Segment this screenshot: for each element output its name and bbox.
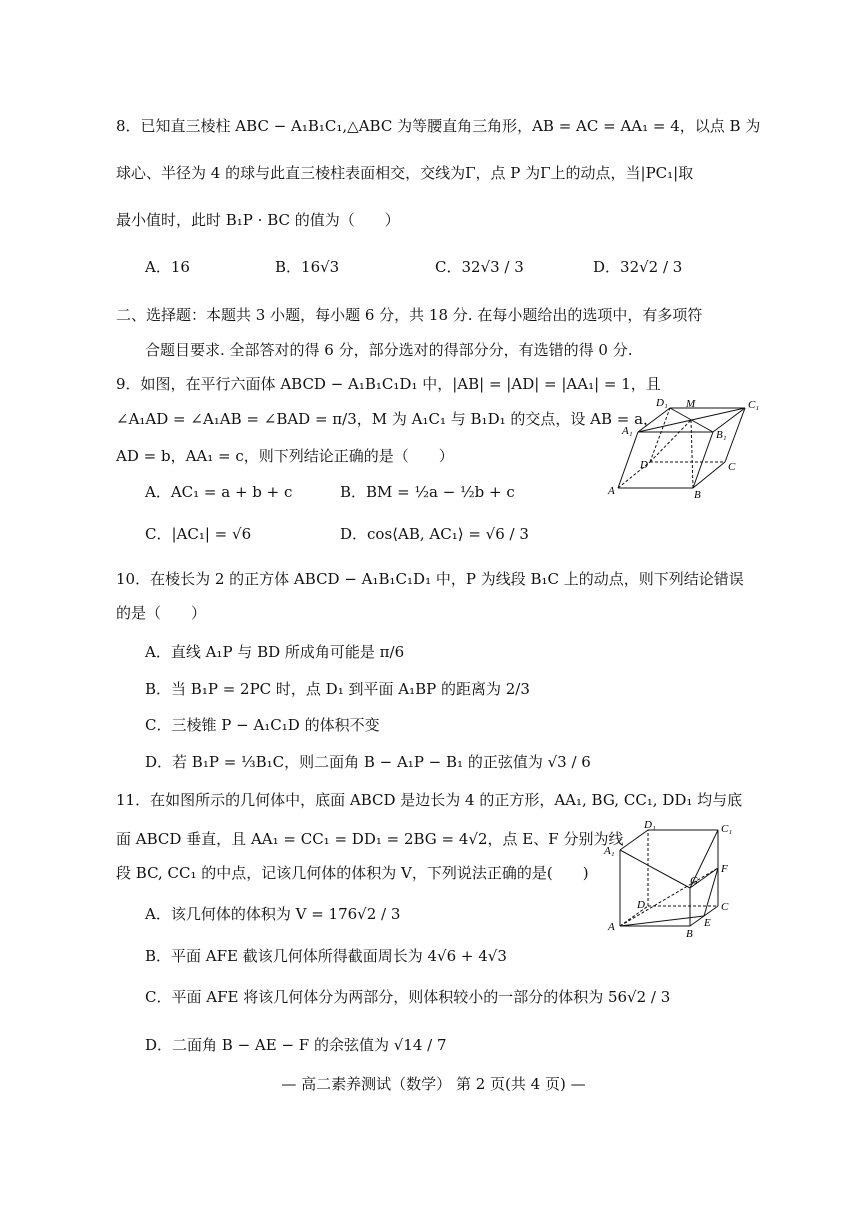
q11-label-b: B: [686, 928, 693, 938]
q11-label-d: D: [637, 899, 645, 911]
page-footer: — 高二素养测试（数学） 第 2 页(共 4 页) —: [281, 1075, 586, 1093]
q9-line1: 9．如图，在平行六面体 ABCD − A₁B₁C₁D₁ 中，|AB| = |AD| = |AA₁| = 1，且: [116, 375, 661, 393]
q10-option-b: B．当 B₁P = 2PC 时，点 D₁ 到平面 A₁BP 的距离为 2/3: [145, 680, 530, 698]
q10-line2: 的是（ ）: [116, 604, 207, 622]
q11-line2: 面 ABCD 垂直，且 AA₁ = CC₁ = DD₁ = 2BG = 4√2，点 E、F 分别为线: [116, 830, 624, 848]
q9-label-c1: C₁: [748, 399, 760, 411]
q9-label-a1: A₁: [622, 425, 633, 437]
q11-line1: 11．在如图所示的几何体中，底面 ABCD 是边长为 4 的正方形，AA₁, BG, CC₁, DD₁ 均与底: [116, 791, 743, 809]
q11-label-c: C: [721, 901, 729, 913]
q11-option-c: C．平面 AFE 将该几何体分为两部分，则体积较小的一部分的体积为 56√2 / 3: [145, 988, 671, 1006]
q9-label-c: C: [728, 461, 736, 473]
q9-option-c: C．|AC₁| = √6: [145, 525, 252, 543]
q11-label-a1: A₁: [604, 845, 615, 857]
q9-label-b1: B₁: [716, 429, 727, 441]
q9-label-a: A: [608, 485, 615, 497]
q8-line3: 最小值时，此时 B₁P · BC 的值为（ ）: [116, 211, 400, 229]
q8-line2: 球心、半径为 4 的球与此直三棱柱表面相交，交线为Γ，点 P 为Γ上的动点，当|PC₁|取: [116, 164, 694, 182]
q8-line1: 8．已知直三棱柱 ABC − A₁B₁C₁,△ABC 为等腰直角三角形，AB = AC = AA₁ = 4，以点 B 为: [116, 117, 761, 135]
q8-option-a: A．16: [145, 258, 190, 276]
q10-option-a: A．直线 A₁P 与 BD 所成角可能是 π/6: [145, 643, 405, 661]
q11-label-a: A: [608, 921, 615, 933]
q9-option-a: A．AC₁ = a + b + c: [145, 483, 293, 501]
q8-option-d: D．32√2 / 3: [593, 258, 683, 276]
q11-label-d1: D₁: [644, 819, 656, 831]
q11-option-d: D．二面角 B − AE − F 的余弦值为 √14 / 7: [145, 1036, 447, 1054]
q10-line1: 10．在棱长为 2 的正方体 ABCD − A₁B₁C₁D₁ 中，P 为线段 B₁C 上的动点，则下列结论错误: [116, 570, 744, 588]
q10-option-d: D．若 B₁P = ⅓B₁C，则二面角 B − A₁P − B₁ 的正弦值为 √3 / 6: [145, 753, 591, 771]
q8-option-c: C．32√3 / 3: [435, 258, 524, 276]
q11-label-e: E: [704, 917, 711, 929]
q9-line2: ∠A₁AD = ∠A₁AB = ∠BAD = π/3，M 为 A₁C₁ 与 B₁D₁ 的交点，设 AB = a，: [116, 410, 659, 428]
q11-label-g: G: [690, 875, 698, 887]
q9-label-d: D: [640, 459, 648, 471]
q9-option-d: D．cos⟨AB, AC₁⟩ = √6 / 3: [340, 525, 529, 543]
q9-label-m: M: [686, 398, 696, 410]
q11-option-a: A．该几何体的体积为 V = 176√2 / 3: [145, 905, 401, 923]
q8-option-b: B．16√3: [275, 258, 340, 276]
q9-line3: AD = b，AA₁ = c，则下列结论正确的是（ ）: [116, 447, 454, 465]
q9-parallelepiped-figure: [600, 398, 770, 507]
q11-option-b: B．平面 AFE 截该几何体所得截面周长为 4√6 + 4√3: [145, 947, 507, 965]
q9-option-b: B．BM = ½a − ½b + c: [340, 483, 515, 501]
q9-label-b: B: [694, 489, 701, 501]
q11-label-f: F: [721, 863, 728, 875]
q11-line3: 段 BC, CC₁ 的中点，记该几何体的体积为 V，下列说法正确的是( ): [116, 864, 589, 882]
q11-solid-figure: [600, 818, 735, 942]
section2-line2: 合题目要求. 全部答对的得 6 分，部分选对的得部分分，有选错的得 0 分.: [145, 341, 633, 359]
q9-label-d1: D₁: [656, 398, 668, 409]
q11-label-c1: C₁: [721, 823, 733, 835]
section2-line1: 二、选择题：本题共 3 小题，每小题 6 分，共 18 分. 在每小题给出的选项中，有多项符: [116, 306, 703, 324]
q10-option-c: C．三棱锥 P − A₁C₁D 的体积不变: [145, 716, 380, 734]
